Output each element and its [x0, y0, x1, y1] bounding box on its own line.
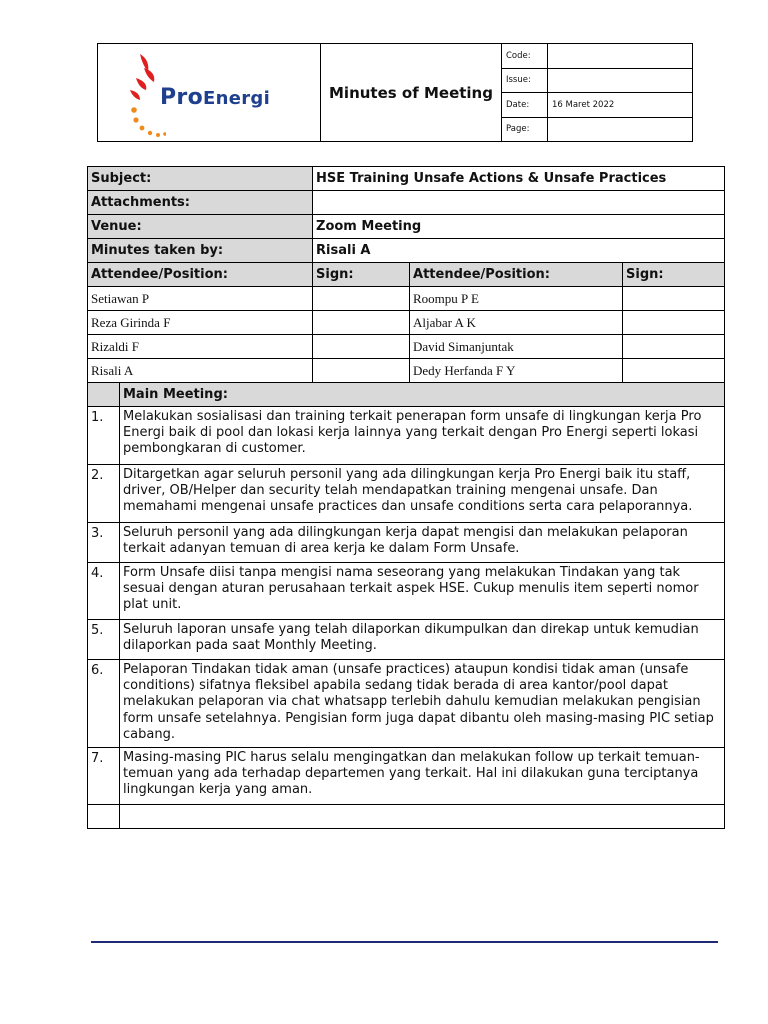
item-text: Melakukan sosialisasi dan training terkait penerapan form unsafe di lingkungan kerja Pro Energi baik di pool dan lokasi kerja lainnya yang terkait dengan Pro Energi seperti lokasi pembongkaran di customer.	[120, 407, 725, 465]
item-number: 5.	[88, 620, 120, 660]
main-meeting-header-row	[88, 383, 725, 407]
item-text: Seluruh laporan unsafe yang telah dilaporkan dikumpulkan dan direkap untuk kemudian dilaporkan pada saat Monthly Meeting.	[120, 620, 725, 660]
attendee-name: Roompu P E	[410, 287, 623, 311]
subject-label: Subject:	[88, 167, 313, 191]
logo-wordmark: ProEnergi	[160, 85, 271, 110]
attendee-header-left: Attendee/Position:	[88, 263, 313, 287]
minutes-table	[87, 166, 725, 829]
document-title: Minutes of Meeting	[321, 44, 502, 141]
meta-value	[548, 118, 692, 142]
meta-label: Issue:	[502, 69, 548, 93]
signature-cell	[623, 311, 725, 335]
item-text: Masing-masing PIC harus selalu mengingatkan dan melakukan follow up terkait temuan-temuan yang ada terhadap departemen yang terkait. Hal ini dilakukan guna terciptanya lingkungan kerja yang aman.	[120, 748, 725, 805]
meeting-item-row	[88, 660, 725, 748]
attendee-row	[88, 311, 725, 335]
attendee-name: Setiawan P	[88, 287, 313, 311]
venue-label: Venue:	[88, 215, 313, 239]
meeting-item-row	[88, 563, 725, 620]
venue-value: Zoom Meeting	[313, 215, 725, 239]
minutes-taken-value: Risali A	[313, 239, 725, 263]
venue-row	[88, 215, 725, 239]
signature-cell	[313, 311, 410, 335]
item-text: Form Unsafe diisi tanpa mengisi nama seseorang yang melakukan Tindakan yang tak sesuai dengan aturan perusahaan terkait aspek HSE. Cukup menulis item seperti nomor plat unit.	[120, 563, 725, 620]
main-meeting-header: Main Meeting:	[120, 383, 725, 407]
meta-row-date	[502, 93, 692, 118]
meeting-item-row	[88, 407, 725, 465]
meeting-item-row	[88, 620, 725, 660]
signature-cell	[313, 359, 410, 383]
attendee-name: Risali A	[88, 359, 313, 383]
meeting-item-row	[88, 523, 725, 563]
item-text: Pelaporan Tindakan tidak aman (unsafe practices) ataupun kondisi tidak aman (unsafe conditions) sifatnya fleksibel apabila sedang tidak berada di area kantor/pool dapat melakukan pelaporan via chat whatsapp terlebih dahulu kemudian melakukan pengisian form unsafe setelahnya. Pengisian form juga dapat dibantu oleh masing-masing PIC setiap cabang.	[120, 660, 725, 748]
attendee-name: Rizaldi F	[88, 335, 313, 359]
item-number: 1.	[88, 407, 120, 465]
empty-text-cell	[120, 805, 725, 829]
minutes-taken-row	[88, 239, 725, 263]
item-text: Seluruh personil yang ada dilingkungan kerja dapat mengisi dan melakukan pelaporan terkait adanyan temuan di area kerja ke dalam Form Unsafe.	[120, 523, 725, 563]
item-number: 2.	[88, 465, 120, 523]
meta-label: Date:	[502, 93, 548, 117]
signature-cell	[623, 359, 725, 383]
empty-row	[88, 805, 725, 829]
attendee-name: Aljabar A K	[410, 311, 623, 335]
attachments-label: Attachments:	[88, 191, 313, 215]
meeting-item-row	[88, 465, 725, 523]
item-number: 6.	[88, 660, 120, 748]
item-number: 7.	[88, 748, 120, 805]
signature-cell	[313, 287, 410, 311]
footer-divider	[91, 941, 718, 943]
subject-value: HSE Training Unsafe Actions & Unsafe Practices	[313, 167, 725, 191]
signature-cell	[313, 335, 410, 359]
signature-cell	[623, 287, 725, 311]
attendee-name: David Simanjuntak	[410, 335, 623, 359]
meta-row-page	[502, 118, 692, 142]
meta-value: 16 Maret 2022	[552, 99, 615, 110]
sign-header-left: Sign:	[313, 263, 410, 287]
signature-cell	[623, 335, 725, 359]
empty-number-cell	[88, 805, 120, 829]
item-text: Ditargetkan agar seluruh personil yang ada dilingkungan kerja Pro Energi baik itu staff, driver, OB/Helper dan security telah mendapatkan training mengenai unsafe. Dan memahami mengenai unsafe practices dan unsafe conditions serta cara pelaporannya.	[120, 465, 725, 523]
meta-table	[502, 44, 692, 141]
attachments-row	[88, 191, 725, 215]
attachments-value	[313, 191, 725, 215]
meta-label: Page:	[502, 118, 548, 142]
meta-row-issue	[502, 69, 692, 94]
logo-cell	[98, 44, 321, 141]
attendee-row	[88, 335, 725, 359]
meta-row-code	[502, 44, 692, 69]
attendee-row	[88, 359, 725, 383]
sign-header-right: Sign:	[623, 263, 725, 287]
meta-label: Code:	[502, 44, 548, 68]
attendee-header-row	[88, 263, 725, 287]
meeting-item-row	[88, 748, 725, 805]
item-number: 3.	[88, 523, 120, 563]
meta-value	[548, 44, 692, 68]
document-header	[97, 43, 693, 142]
attendee-name: Reza Girinda F	[88, 311, 313, 335]
number-header-cell	[88, 383, 120, 407]
item-number: 4.	[88, 563, 120, 620]
minutes-taken-label: Minutes taken by:	[88, 239, 313, 263]
meta-value	[548, 69, 692, 93]
subject-row	[88, 167, 725, 191]
attendee-header-right: Attendee/Position:	[410, 263, 623, 287]
attendee-name: Dedy Herfanda F Y	[410, 359, 623, 383]
attendee-row	[88, 287, 725, 311]
